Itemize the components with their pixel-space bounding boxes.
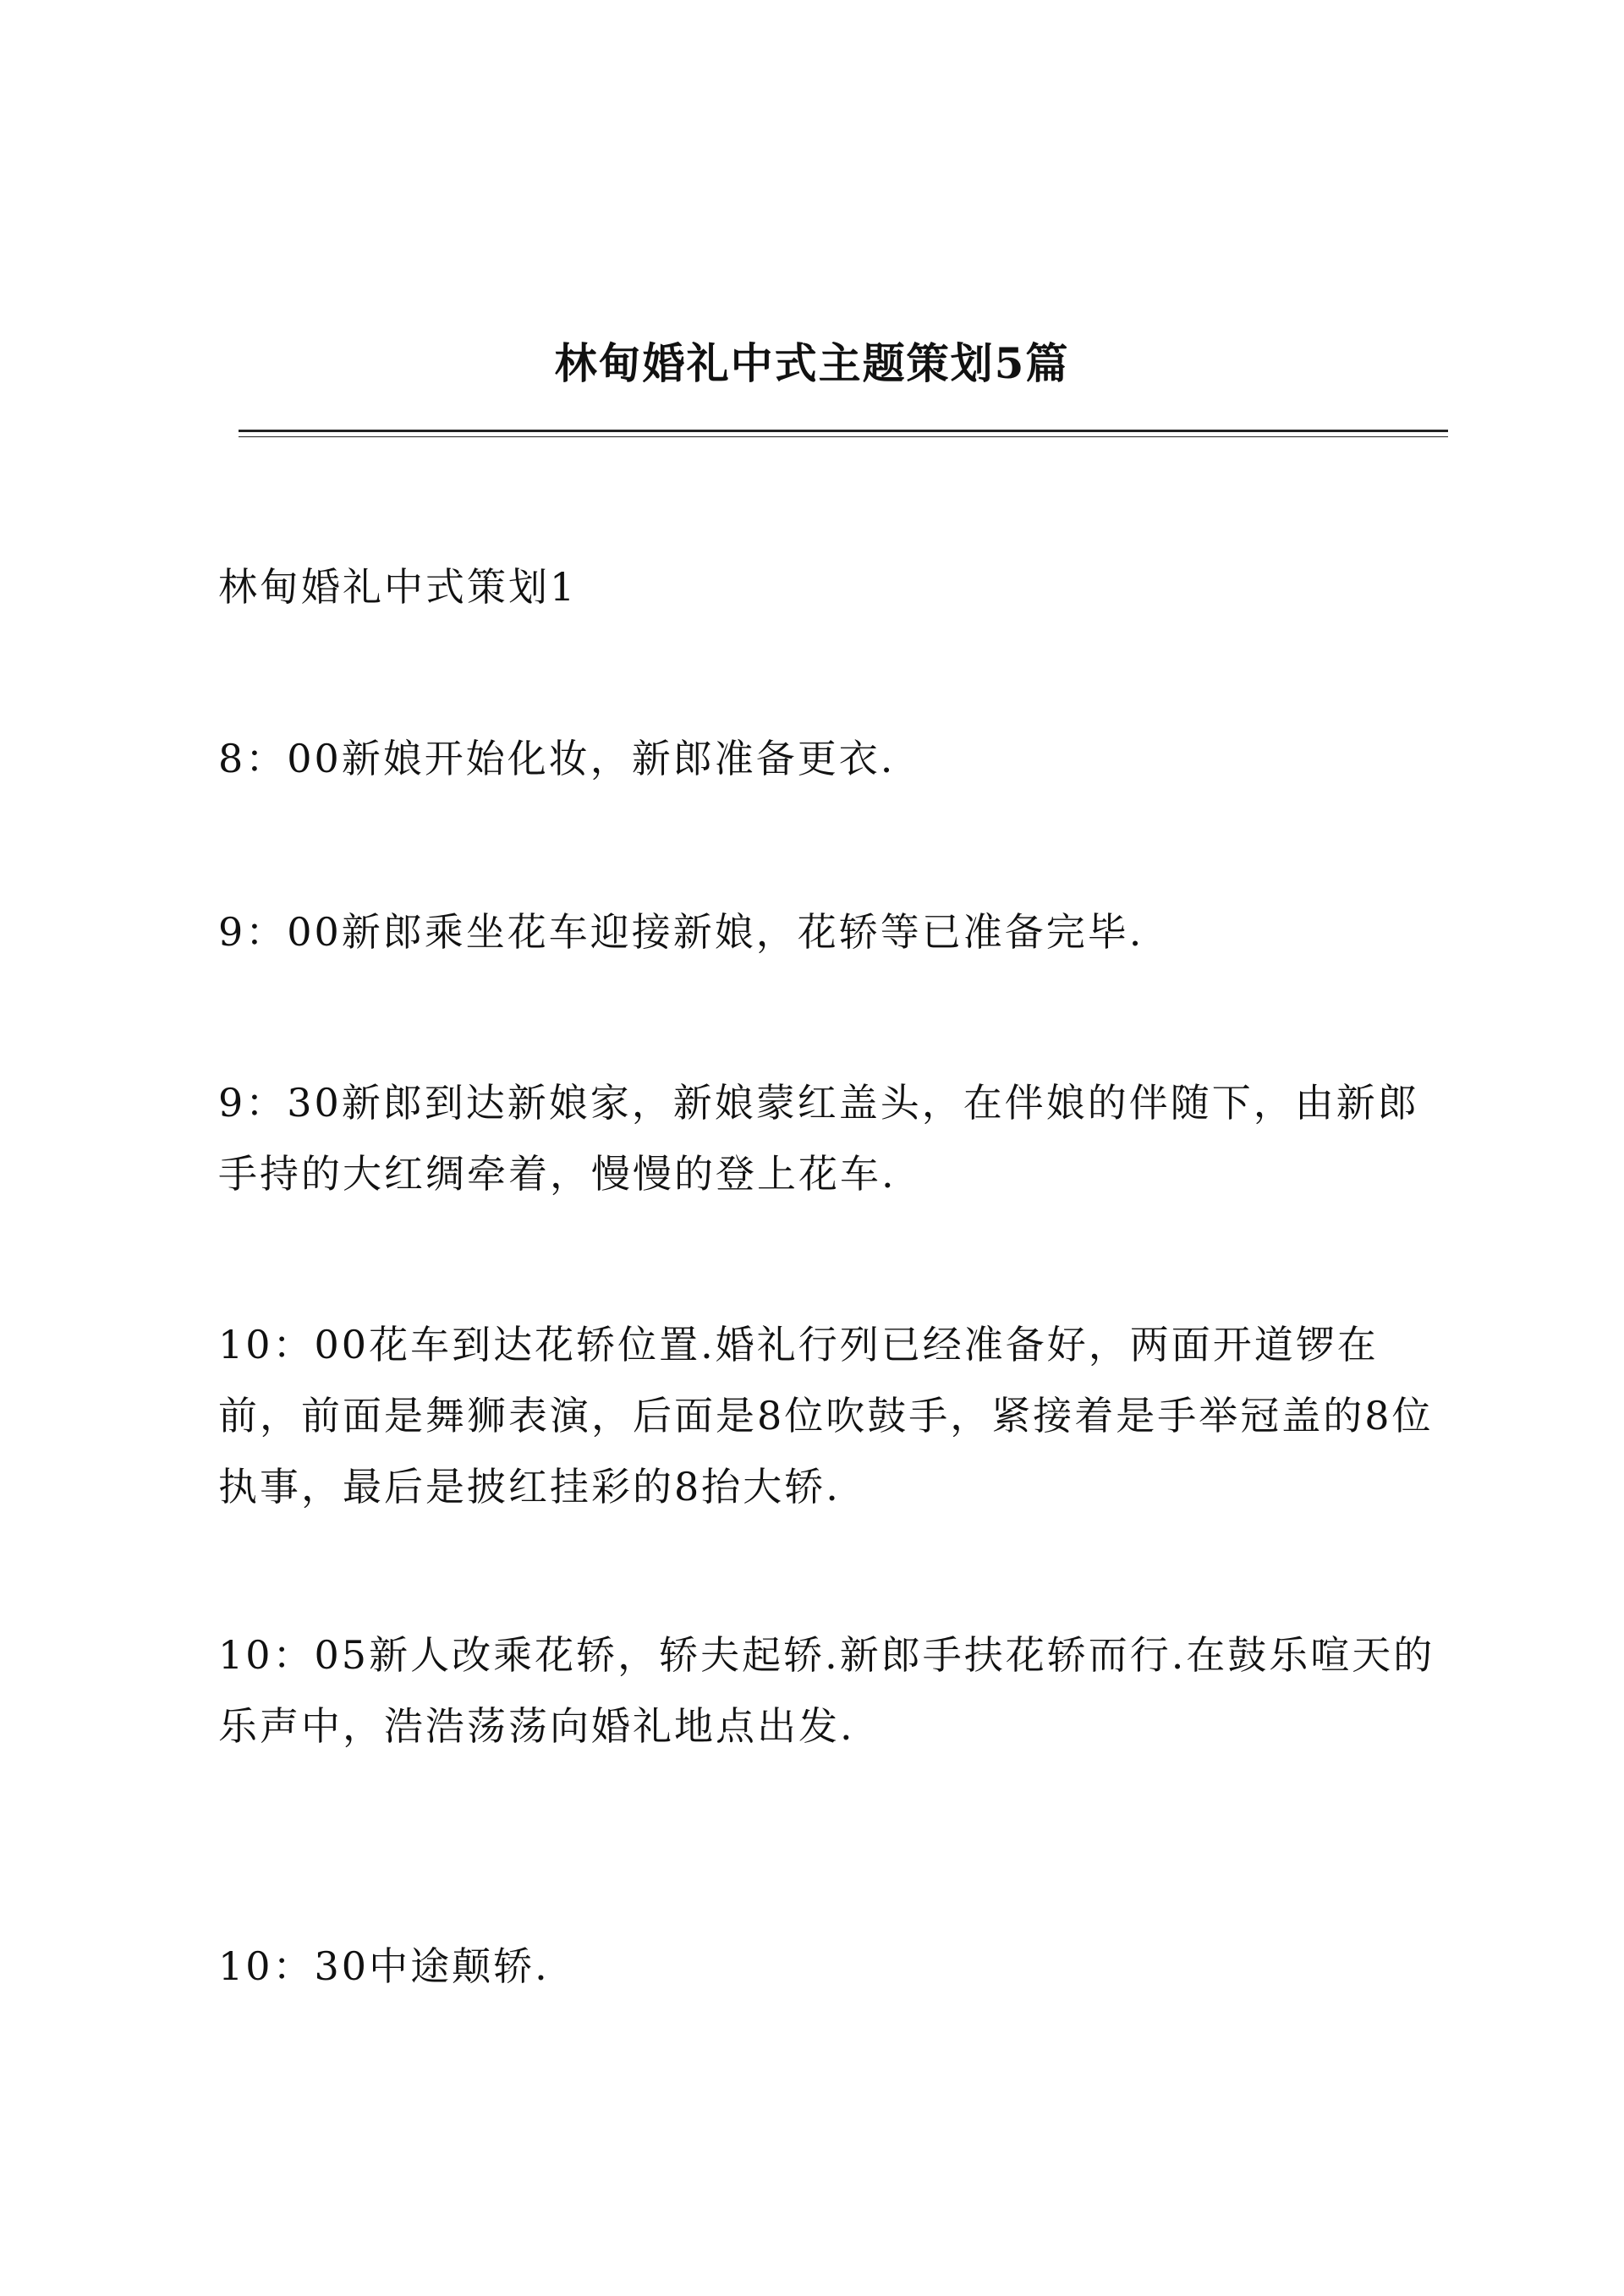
paragraph-1005: 10：05新人改乘花轿，轿夫起轿.新郎手扶花轿而行.在鼓乐喧天的乐声中，浩浩荡荡向婚礼地点出发. xyxy=(218,1632,1435,1749)
paragraph-0930: 9：30新郎到达新娘家，新娘蒙红盖头，在伴娘的伴随下，由新郎手持的大红绸牵着，慢慢的登上花车. xyxy=(218,1080,1419,1197)
title-divider-thick xyxy=(239,430,1448,432)
document-title: 林甸婚礼中式主题策划5篇 xyxy=(554,338,1070,388)
paragraph-1000: 10：00花车到达花轿位置.婚礼行列已经准备好，两面开道锣在前，前面是舞狮表演，后面是8位吹鼓手，紧接着是手举冠盖的8位执事，最后是披红挂彩的8抬大轿. xyxy=(218,1322,1434,1510)
paragraph-0800: 8：00新娘开始化妆，新郎准备更衣. xyxy=(218,736,896,781)
title-divider-thin xyxy=(239,436,1448,437)
section-heading: 林甸婚礼中式策划1 xyxy=(218,564,578,610)
paragraph-0900: 9：00新郎乘坐花车迎接新娘，花轿等已准备完毕. xyxy=(218,909,1144,955)
paragraph-1030: 10：30中途颠轿. xyxy=(218,1943,550,1989)
